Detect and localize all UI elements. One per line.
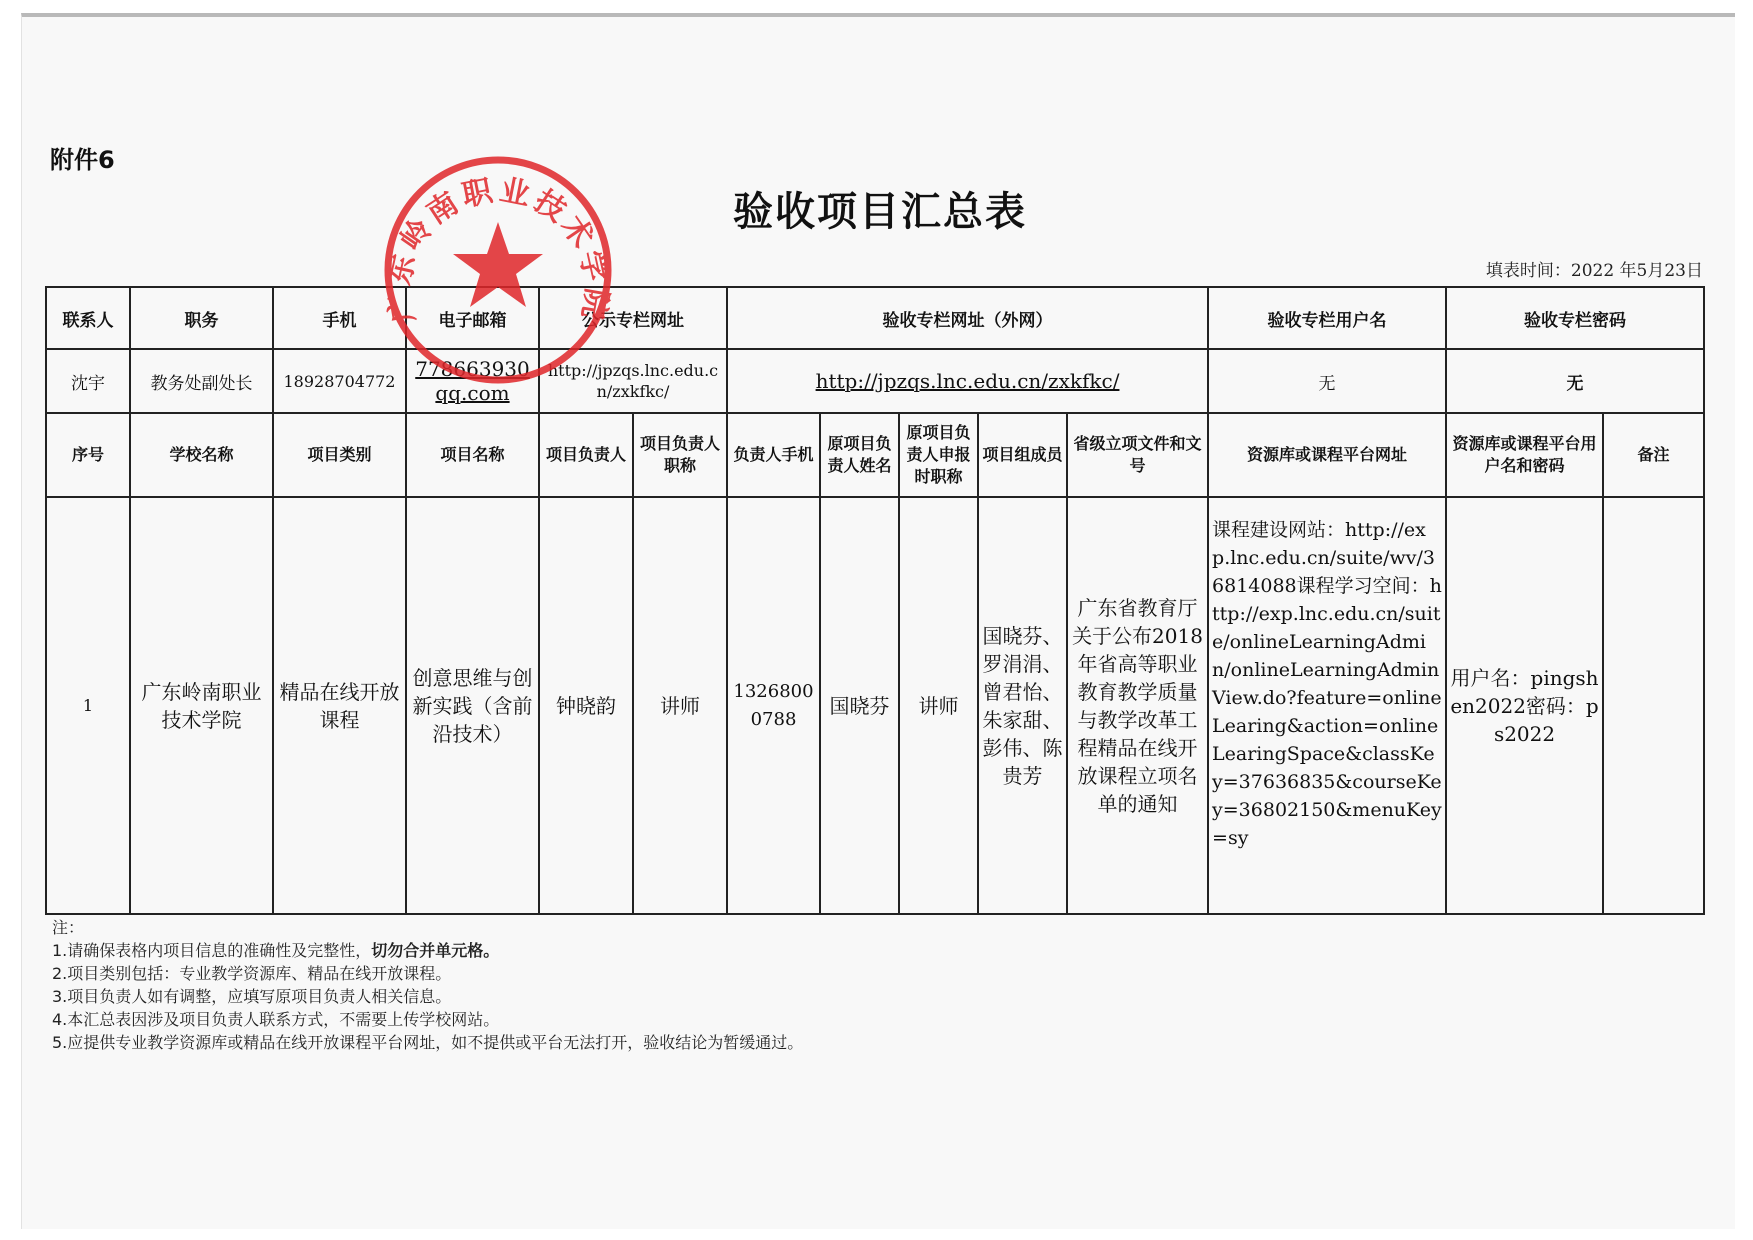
- leader-title: 讲师: [633, 497, 727, 914]
- document-title: 验收项目汇总表: [733, 188, 1027, 235]
- stamp-text: 广东岭南职业技术学院: [381, 172, 615, 326]
- platform-account: 用户名：pingshen2022密码：ps2022: [1446, 497, 1603, 914]
- remarks-header: 备注: [1603, 413, 1704, 497]
- leader-phone: 13268000788: [727, 497, 820, 914]
- category-header: 项目类别: [273, 413, 406, 497]
- project-name: 创意思维与创新实践（含前沿技术）: [406, 497, 539, 914]
- provincial-doc: 广东省教育厅关于公布2018年省高等职业教育教学质量与教学改革工程精品在线开放课程立项名单的通知: [1067, 497, 1208, 914]
- leader-phone-header: 负责人手机: [727, 413, 820, 497]
- orig-leader-title: 讲师: [899, 497, 978, 914]
- school-name: 广东岭南职业技术学院: [130, 497, 273, 914]
- note-1-emphasis: 切勿合并单元格。: [371, 941, 500, 960]
- username-header: 验收专栏用户名: [1208, 287, 1446, 349]
- fill-date: 填表时间：2022 年5月23日: [1485, 261, 1703, 281]
- project-remarks: [1603, 497, 1704, 914]
- orig-leader-title-header: 原项目负责人申报时职称: [899, 413, 978, 497]
- leader-title-header: 项目负责人职称: [633, 413, 727, 497]
- platform-url[interactable]: 课程建设网站：http://exp.lnc.edu.cn/suite/wv/36814088课程学习空间：http://exp.lnc.edu.cn/suite/onlineLearningAdmin/onlineLearningAdminView.do?feature=onlineLearing&action=onlineLearingSpace&classKey=37636835&courseKey=36802150&menuKey=sy: [1208, 497, 1446, 914]
- public-url-link[interactable]: http://jpzqs.lnc.edu.cn/zxkfkc/: [539, 349, 727, 413]
- stamp-star-icon: [453, 222, 543, 307]
- notes-label: 注：: [52, 918, 85, 937]
- acceptance-username: 无: [1208, 349, 1446, 413]
- platform-url-header: 资源库或课程平台网址: [1208, 413, 1446, 497]
- contact-phone: 18928704772: [273, 349, 406, 413]
- note-2: 2.项目类别包括：专业教学资源库、精品在线开放课程。: [52, 964, 452, 983]
- note-3: 3.项目负责人如有调整，应填写原项目负责人相关信息。: [52, 987, 452, 1006]
- project-row: [46, 497, 1704, 914]
- acceptance-url-header: 验收专栏网址（外网）: [727, 287, 1208, 349]
- official-seal-stamp: [378, 150, 618, 390]
- contact-row: [46, 349, 1704, 413]
- orig-leader-header: 原项目负责人姓名: [820, 413, 899, 497]
- acceptance-url-link[interactable]: http://jpzqs.lnc.edu.cn/zxkfkc/: [727, 349, 1208, 413]
- project-category: 精品在线开放课程: [273, 497, 406, 914]
- note-1-text: 1.请确保表格内项目信息的准确性及完整性，: [52, 941, 372, 960]
- acceptance-password: 无: [1446, 349, 1704, 413]
- password-header: 验收专栏密码: [1446, 287, 1704, 349]
- project-header-row: [46, 413, 1704, 497]
- contact-name: 沈宇: [46, 349, 130, 413]
- project-leader: 钟晓韵: [539, 497, 633, 914]
- phone-header: 手机: [273, 287, 406, 349]
- contact-email-link[interactable]: 778663930qq.com: [406, 349, 539, 413]
- no-header: 序号: [46, 413, 130, 497]
- contact-position: 教务处副处长: [130, 349, 273, 413]
- orig-leader: 国晓芬: [820, 497, 899, 914]
- contact-header-row: [46, 287, 1704, 349]
- leader-header: 项目负责人: [539, 413, 633, 497]
- school-header: 学校名称: [130, 413, 273, 497]
- position-header: 职务: [130, 287, 273, 349]
- contact-header: 联系人: [46, 287, 130, 349]
- members-header: 项目组成员: [978, 413, 1067, 497]
- notes: [52, 916, 803, 1054]
- note-1: [52, 939, 803, 962]
- platform-account-header: 资源库或课程平台用户名和密码: [1446, 413, 1603, 497]
- attachment-label: 附件6: [50, 146, 115, 174]
- public-url-header: 公示专栏网址: [539, 287, 727, 349]
- note-5: 5.应提供专业教学资源库或精品在线开放课程平台网址，如不提供或平台无法打开，验收结论为暂缓通过。: [52, 1033, 804, 1052]
- project-members: 国晓芬、罗涓涓、曾君怡、朱家甜、彭伟、陈贵芳: [978, 497, 1067, 914]
- summary-table: [45, 286, 1705, 915]
- note-4: 4.本汇总表因涉及项目负责人联系方式，不需要上传学校网站。: [52, 1010, 500, 1029]
- provincial-doc-header: 省级立项文件和文号: [1067, 413, 1208, 497]
- email-header: 电子邮箱: [406, 287, 539, 349]
- project-name-header: 项目名称: [406, 413, 539, 497]
- project-no: 1: [46, 497, 130, 914]
